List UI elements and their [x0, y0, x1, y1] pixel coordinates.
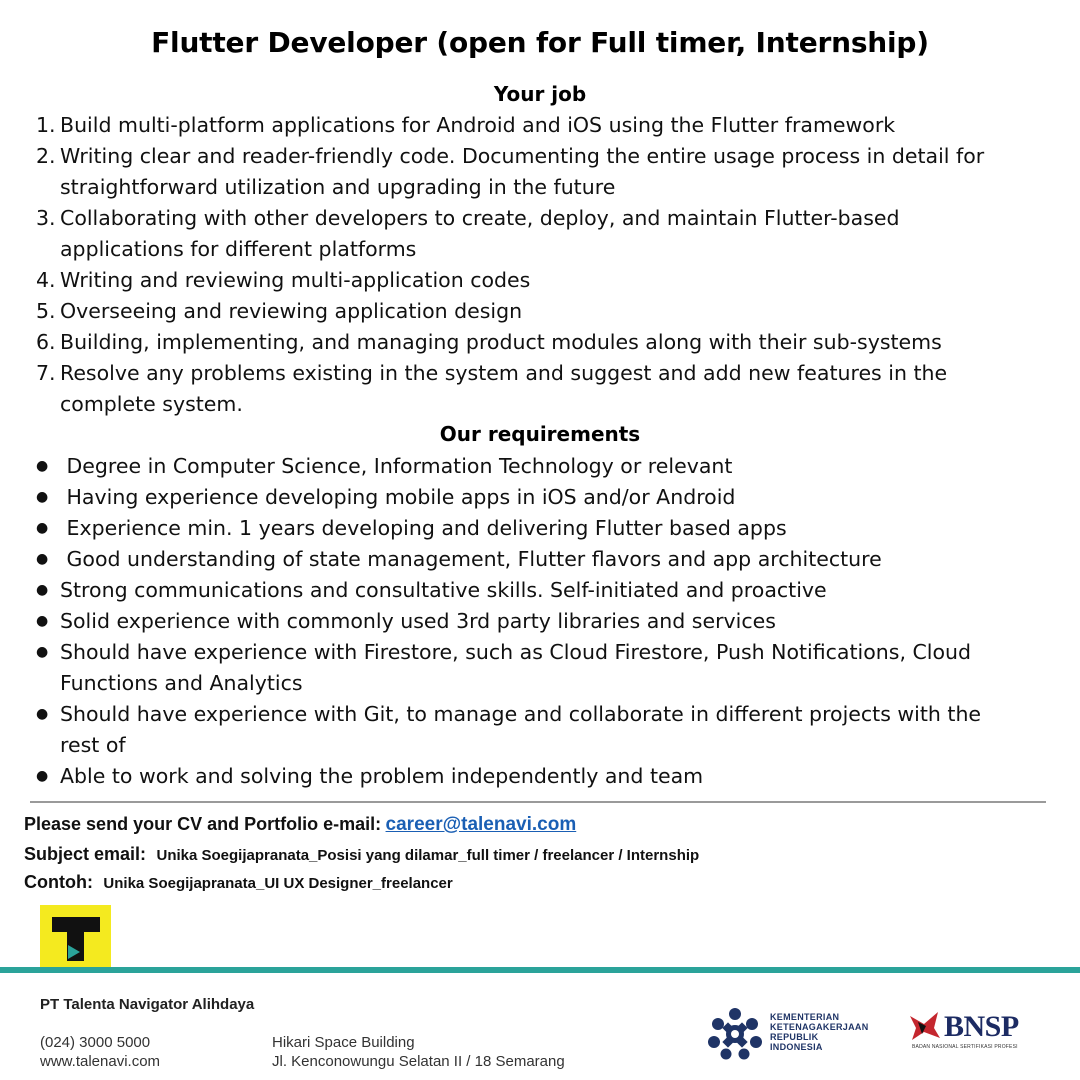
- list-item-line: Solid experience with commonly used 3rd party libraries and services: [60, 609, 776, 633]
- list-item-line: Writing and reviewing multi-application codes: [60, 268, 531, 292]
- website-link[interactable]: www.talenavi.com: [40, 1053, 161, 1070]
- kemnaker-line: KEMENTERIAN: [770, 1012, 840, 1022]
- list-item: [36, 606, 1066, 637]
- list-item: [36, 699, 1066, 761]
- list-item-line: complete system.: [60, 392, 243, 416]
- company-name: PT Talenta Navigator Alihdaya: [40, 996, 255, 1013]
- bullet-icon: ●: [36, 644, 49, 660]
- cv-label: Please send your CV and Portfolio e-mail:: [24, 814, 382, 834]
- list-number: 4.: [36, 268, 56, 292]
- requirements-list: [36, 451, 1066, 792]
- subject-line: [24, 844, 699, 865]
- list-item-line: Functions and Analytics: [60, 671, 303, 695]
- talenavi-logo-icon: [40, 905, 111, 971]
- list-number: 3.: [36, 206, 56, 230]
- job-heading: Your job: [493, 82, 587, 106]
- list-number: 1.: [36, 113, 56, 137]
- cv-instruction: [24, 814, 576, 836]
- email-link[interactable]: career@talenavi.com: [385, 814, 577, 835]
- list-item: [36, 451, 1066, 482]
- footer-accent-bar: [0, 967, 1080, 973]
- kemnaker-line: KETENAGAKERJAAN: [770, 1022, 869, 1032]
- list-number: 7.: [36, 361, 56, 385]
- list-item: [36, 482, 1066, 513]
- example-value: Unika Soegijapranata_UI UX Designer_freelancer: [103, 875, 453, 892]
- example-label: Contoh:: [24, 872, 93, 892]
- bullet-icon: ●: [36, 613, 49, 629]
- list-item-line: Should have experience with Git, to manage and collaborate in different projects with the: [60, 702, 982, 726]
- divider: [30, 801, 1046, 803]
- bullet-icon: ●: [36, 458, 49, 474]
- list-item-line: Able to work and solving the problem independently and team: [60, 764, 704, 788]
- list-item: [36, 327, 1066, 358]
- example-line: [24, 872, 453, 893]
- list-item: [36, 637, 1066, 699]
- list-item: [36, 265, 1066, 296]
- kemnaker-logo-icon: [706, 1006, 764, 1064]
- bullet-icon: ●: [36, 768, 49, 784]
- list-item: [36, 544, 1066, 575]
- kemnaker-label: [770, 1012, 869, 1052]
- phone-number: (024) 3000 5000: [40, 1034, 151, 1051]
- list-number: 5.: [36, 299, 56, 323]
- list-item-line: Build multi-platform applications for Android and iOS using the Flutter framework: [60, 113, 896, 137]
- list-item-line: Strong communications and consultative skills. Self-initiated and proactive: [60, 578, 827, 602]
- page-title: Flutter Developer (open for Full timer, Internship): [151, 26, 929, 59]
- bullet-icon: ●: [36, 582, 49, 598]
- list-item-line: Should have experience with Firestore, such as Cloud Firestore, Push Notifications, Cloud: [60, 640, 972, 664]
- list-item-line: rest of: [60, 733, 126, 757]
- list-item: [36, 203, 1066, 265]
- bnsp-label: BNSP: [944, 1010, 1019, 1043]
- list-item: [36, 296, 1066, 327]
- bullet-icon: ●: [36, 489, 49, 505]
- address-line-2: Jl. Kenconowungu Selatan II / 18 Semarang: [272, 1053, 565, 1070]
- list-number: 2.: [36, 144, 56, 168]
- kemnaker-line: INDONESIA: [770, 1042, 823, 1052]
- subject-label: Subject email:: [24, 844, 147, 864]
- list-item-line: Experience min. 1 years developing and delivering Flutter based apps: [60, 516, 787, 540]
- bullet-icon: ●: [36, 520, 49, 536]
- list-item-line: straightforward utilization and upgrading in the future: [60, 175, 616, 199]
- bullet-icon: ●: [36, 706, 49, 722]
- list-item-line: Having experience developing mobile apps in iOS and/or Android: [60, 485, 736, 509]
- job-list: [36, 110, 1066, 420]
- list-item: [36, 513, 1066, 544]
- list-item-line: applications for different platforms: [60, 237, 417, 261]
- list-item-line: Good understanding of state management, Flutter flavors and app architecture: [60, 547, 882, 571]
- list-item-line: Resolve any problems existing in the system and suggest and add new features in the: [60, 361, 948, 385]
- list-item-line: Building, implementing, and managing product modules along with their sub-systems: [60, 330, 942, 354]
- list-number: 6.: [36, 330, 56, 354]
- requirements-heading: Our requirements: [439, 422, 641, 446]
- list-item-line: Degree in Computer Science, Information Technology or relevant: [60, 454, 733, 478]
- list-item-line: Collaborating with other developers to create, deploy, and maintain Flutter-based: [60, 206, 900, 230]
- address-line-1: Hikari Space Building: [272, 1034, 415, 1051]
- list-item: [36, 141, 1066, 203]
- bullet-icon: ●: [36, 551, 49, 567]
- bnsp-subtitle: BADAN NASIONAL SERTIFIKASI PROFESI: [912, 1044, 1018, 1050]
- list-item-line: Writing clear and reader-friendly code. Documenting the entire usage process in detail for: [60, 144, 985, 168]
- list-item: [36, 358, 1066, 420]
- list-item-line: Overseeing and reviewing application design: [60, 299, 523, 323]
- list-item: [36, 110, 1066, 141]
- list-item: [36, 761, 1066, 792]
- subject-value: Unika Soegijapranata_Posisi yang dilamar_full timer / freelancer / Internship: [156, 847, 700, 864]
- bnsp-logo-icon: [908, 1010, 942, 1046]
- kemnaker-line: REPUBLIK: [770, 1032, 819, 1042]
- list-item: [36, 575, 1066, 606]
